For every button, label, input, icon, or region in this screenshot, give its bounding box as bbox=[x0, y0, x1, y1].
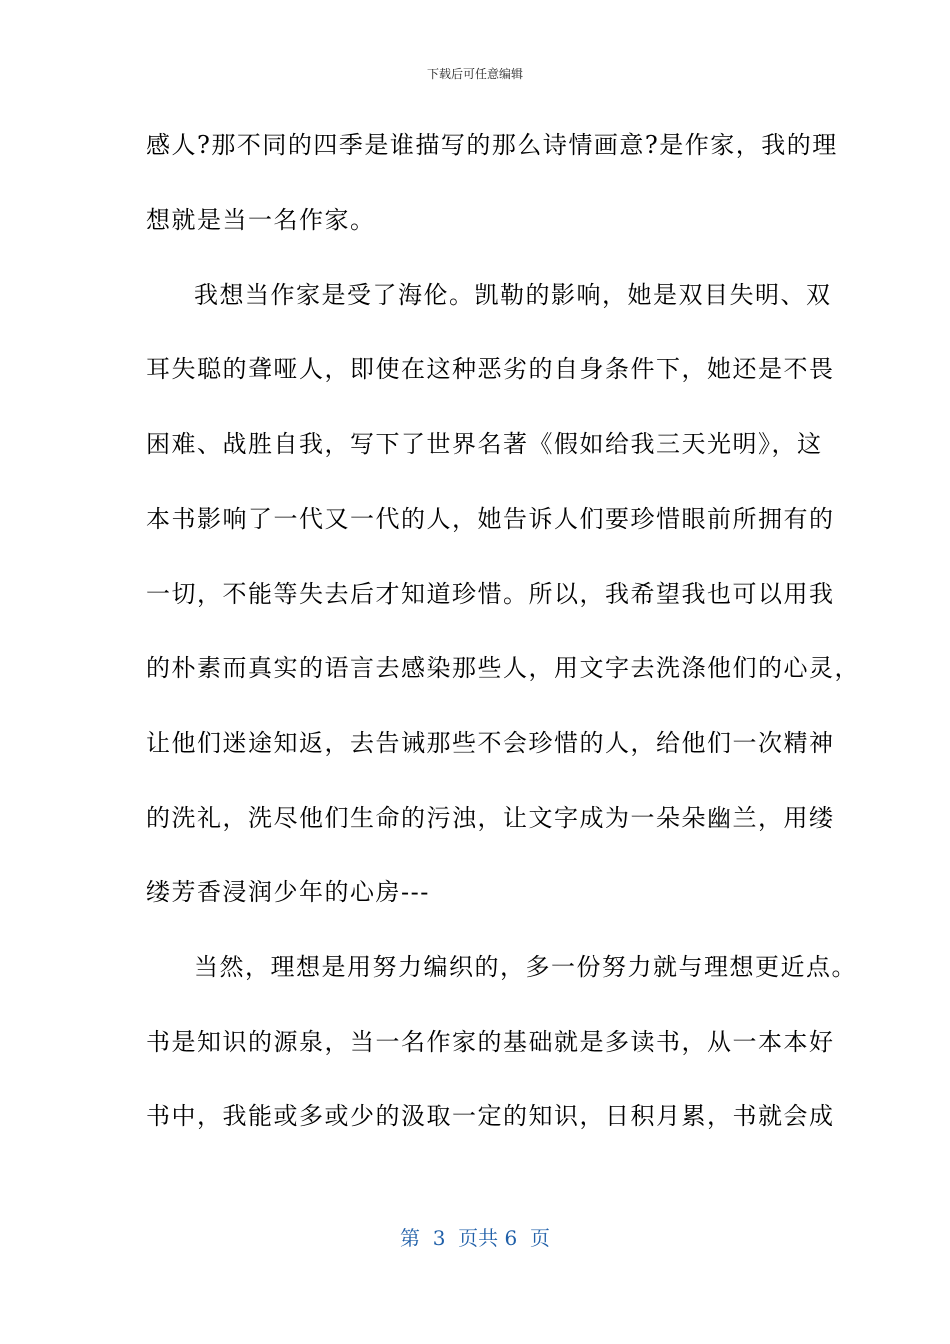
text-line: 的朴素而真实的语言去感染那些人，用文字去洗涤他们的心灵， bbox=[146, 654, 860, 682]
text-line: 困难、战胜自我，写下了世界名著《假如给我三天光明》，这 bbox=[146, 430, 823, 458]
text-line: 书中，我能或多或少的汲取一定的知识，日积月累，书就会成 bbox=[146, 1102, 835, 1130]
text-line: 让他们迷途知返，去告诫那些不会珍惜的人，给他们一次精神 bbox=[146, 729, 835, 757]
text-line: 当然，理想是用努力编织的，多一份努力就与理想更近点。 bbox=[194, 953, 857, 981]
text-line: 的洗礼，洗尽他们生命的污浊，让文字成为一朵朵幽兰，用缕 bbox=[146, 804, 835, 832]
page-header: 下载后可任意编辑 bbox=[426, 67, 523, 81]
text-line: 一切，不能等失去后才知道珍惜。所以，我希望我也可以用我 bbox=[146, 580, 835, 608]
text-line: 想就是当一名作家。 bbox=[146, 206, 376, 234]
text-line: 书是知识的源泉，当一名作家的基础就是多读书，从一本本好 bbox=[146, 1028, 835, 1056]
text-line: 感人?那不同的四季是谁描写的那么诗情画意?是作家，我的理 bbox=[146, 131, 838, 159]
text-line: 本书影响了一代又一代的人，她告诉人们要珍惜眼前所拥有的 bbox=[146, 505, 835, 533]
text-line: 缕芳香浸润少年的心房--- bbox=[146, 878, 430, 906]
page-footer: 第 3 页共 6 页 bbox=[400, 1226, 550, 1250]
text-line: 耳失聪的聋哑人，即使在这种恶劣的自身条件下，她还是不畏 bbox=[146, 355, 835, 383]
text-line: 我想当作家是受了海伦。凯勒的影响，她是双目失明、双 bbox=[194, 281, 832, 309]
